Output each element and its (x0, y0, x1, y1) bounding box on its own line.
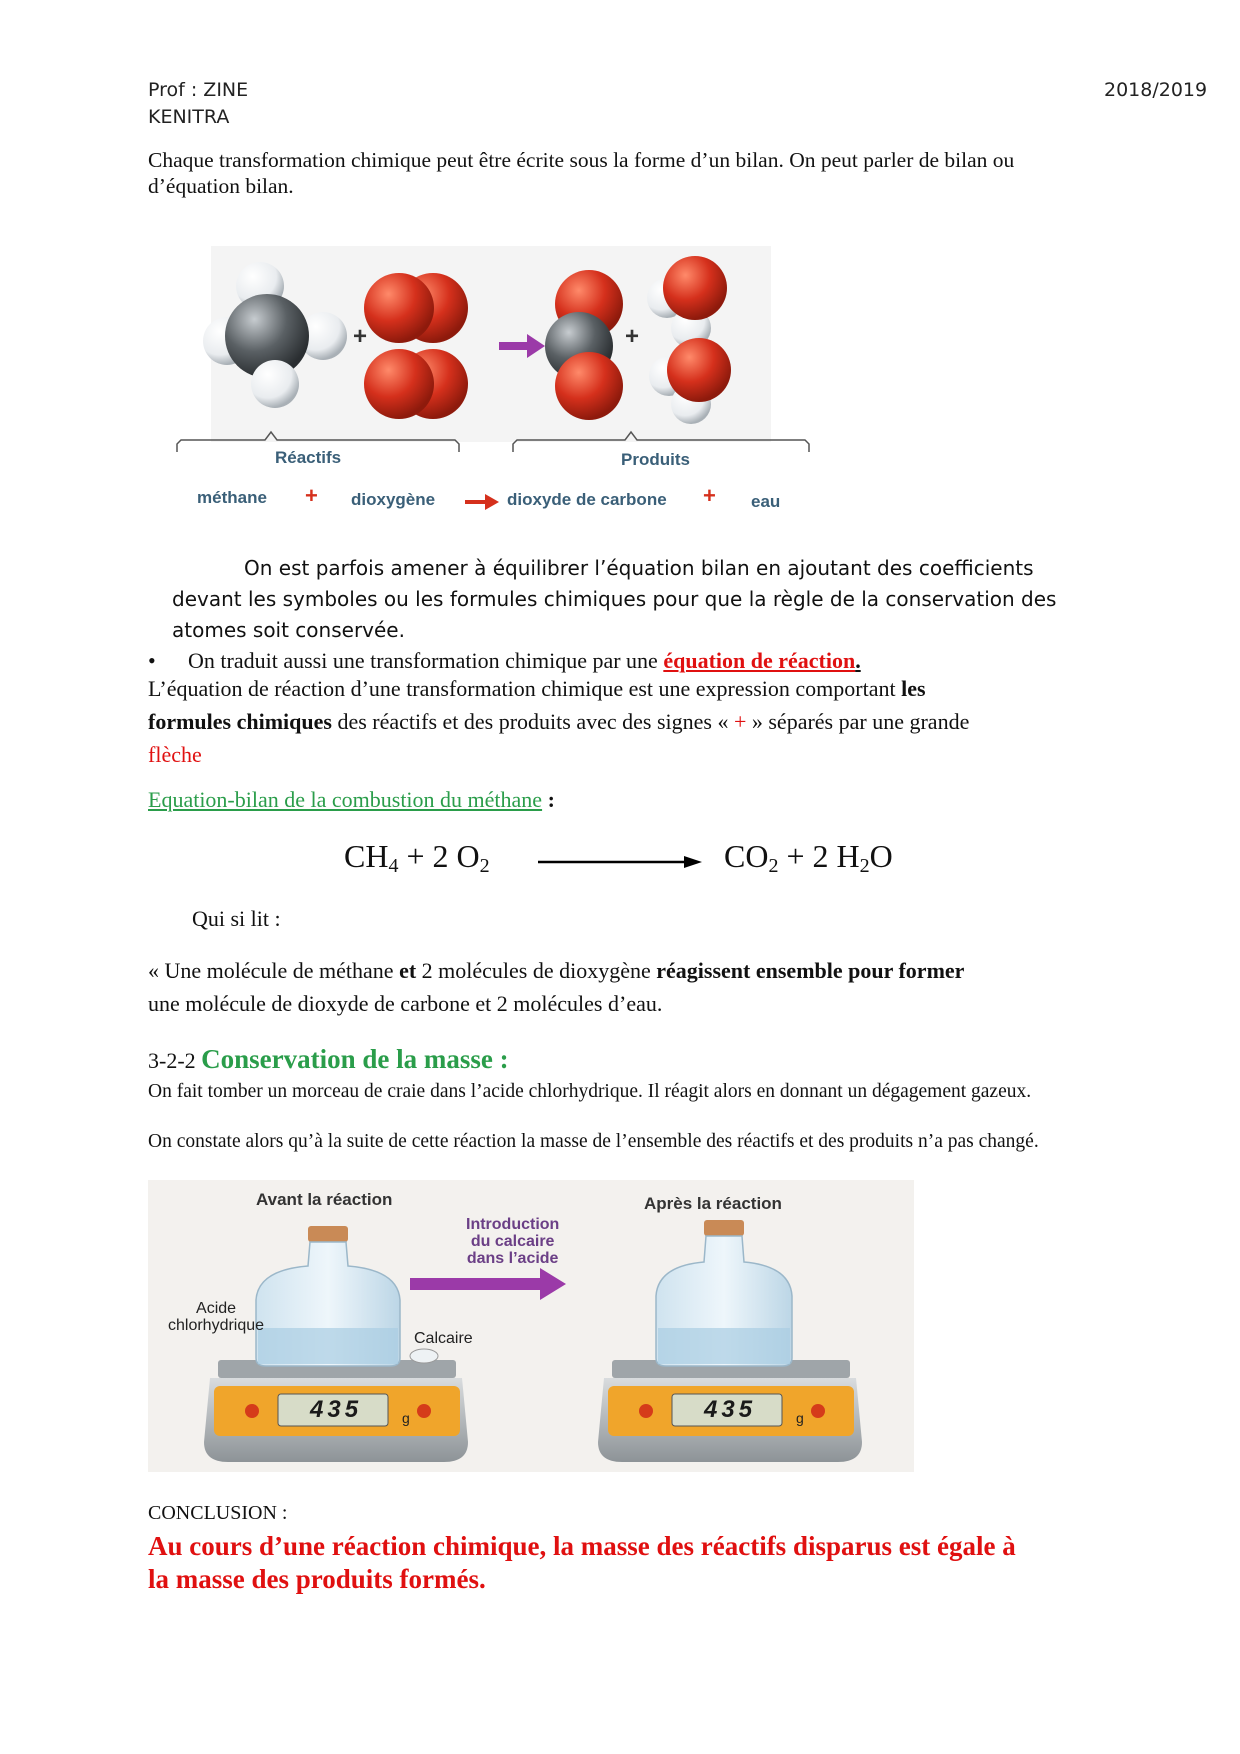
bullet-dot: • (148, 648, 156, 673)
equation-title (148, 787, 555, 813)
apres-label: Après la réaction (644, 1194, 782, 1213)
label-arrow-icon (465, 494, 499, 510)
reading-line-2: une molécule de dioxyde de carbone et 2 molécules d’eau. (148, 991, 663, 1016)
section-paragraph-2: On constate alors qu’à la suite de cette réaction la masse de l’ensemble des réactifs et des produits n’a pas changé. (148, 1131, 1039, 1152)
section-number: 3-2-2 (148, 1048, 202, 1073)
reading-text-a: « Une molécule de méthane (148, 958, 400, 983)
reactifs-label: Réactifs (275, 448, 342, 467)
bullet-text: On traduit aussi une transformation chimique par une (188, 648, 664, 673)
acide-line-1: Acide (196, 1300, 237, 1317)
eq-plus-2o: + 2 O (398, 838, 480, 874)
eq-sub-2a: 2 (479, 855, 490, 877)
right-scale-unit: g (796, 1410, 804, 1426)
reading-intro: Qui si lit : (192, 906, 281, 931)
header-year: 2018/2019 (1104, 79, 1208, 101)
acide-label (168, 1300, 264, 1334)
eq-sub-4: 4 (388, 855, 399, 877)
definition-plus-sign: + (733, 709, 747, 734)
process-arrow-icon (410, 1268, 566, 1300)
definition-line-1 (148, 672, 1108, 705)
eq-sub-2b: 2 (768, 855, 779, 877)
eq-co: CO (724, 838, 769, 874)
plus-sign-1: + (353, 323, 368, 350)
mass-conservation-figure (148, 1180, 914, 1472)
intro-line-2: du calcaire (470, 1233, 555, 1250)
section-title: Conservation de la masse : (201, 1044, 509, 1074)
bullet-period: . (855, 648, 861, 673)
header-city: KENITRA (148, 106, 230, 128)
conclusion-line-1: Au cours d’une réaction chimique, la masse des réactifs disparus est égale à (148, 1531, 1016, 1561)
eq-ch: CH (344, 838, 389, 874)
plus-label-2: + (703, 483, 716, 508)
bullet-line (148, 648, 861, 674)
left-scale-reading: 435 (310, 1396, 363, 1423)
section-heading (148, 1044, 509, 1075)
header-author: Prof : ZINE (148, 79, 249, 101)
acide-line-2: chlorhydrique (168, 1317, 265, 1334)
equation-de-reaction-term: équation de réaction (663, 648, 856, 673)
calcaire-piece (410, 1349, 438, 1363)
molecules-illustration (175, 246, 815, 526)
equation-arrow-icon (538, 852, 702, 872)
reading-paragraph (148, 954, 1118, 1020)
conclusion-text (148, 1530, 1128, 1596)
reading-line-1 (148, 954, 1118, 987)
left-jar (256, 1226, 400, 1366)
equation-lhs (344, 838, 490, 878)
definition-text-1: L’équation de réaction d’une transformation chimique est une expression comportant (148, 676, 902, 701)
note-line-3: atomes soit conservée. (172, 618, 405, 642)
right-scale-reading: 435 (704, 1396, 757, 1423)
definition-bold-les: les (901, 676, 926, 701)
left-scale-unit: g (402, 1410, 410, 1426)
calcaire-label: Calcaire (414, 1330, 473, 1347)
equation-rhs (724, 838, 893, 878)
plus-label-1: + (305, 483, 318, 508)
definition-text-2: des réactifs et des produits avec des signes « (331, 709, 734, 734)
definition-line-2 (148, 705, 1108, 738)
intro-line-1: Introduction (466, 1216, 560, 1233)
dioxygene-label: dioxygène (351, 490, 436, 509)
conclusion-line-2: la masse des produits formés. (148, 1564, 486, 1594)
definition-fleche: flèche (148, 742, 202, 767)
methane-combustion-figure (175, 246, 815, 526)
definition-bold-formules: formules chimiques (148, 709, 332, 734)
dioxygen-molecule-2 (364, 349, 468, 419)
equation-title-colon: : (542, 787, 555, 812)
introduction-label (466, 1216, 559, 1267)
note-line-2: devant les symboles ou les formules chimiques pour que la règle de la conservation des (172, 587, 1057, 611)
methane-label: méthane (197, 488, 267, 507)
eq-sub-2c: 2 (859, 855, 870, 877)
eq-o: O (869, 838, 893, 874)
section-paragraph-1: On fait tomber un morceau de craie dans l’acide chlorhydrique. Il réagit alors en donnant un dégagement gazeux. (148, 1081, 1032, 1102)
dioxyde-label: dioxyde de carbone (507, 490, 667, 509)
plus-sign-2: + (625, 323, 640, 350)
intro-paragraph: Chaque transformation chimique peut être écrite sous la forme d’un bilan. On peut parler de bilan ou d’équation bilan. (148, 148, 1015, 198)
equation-title-text: Equation-bilan de la combustion du méthane (148, 787, 543, 812)
note-line-1: On est parfois amener à équilibrer l’équation bilan en ajoutant des coefficients (244, 556, 1034, 580)
dioxygen-molecule-1 (364, 273, 468, 343)
avant-label: Avant la réaction (256, 1190, 393, 1209)
reading-bold-et: et (399, 958, 417, 983)
eau-label: eau (751, 492, 781, 511)
eq-plus-2h: + 2 H (778, 838, 860, 874)
definition-text-3: » séparés par une grande (746, 709, 970, 734)
definition-paragraph (148, 672, 1108, 771)
conclusion-label: CONCLUSION : (148, 1502, 288, 1524)
reading-text-c: 2 molécules de dioxygène (416, 958, 657, 983)
produits-label: Produits (621, 450, 690, 469)
reading-bold-reagissent: réagissent ensemble pour former (656, 958, 965, 983)
right-jar (656, 1220, 792, 1366)
intro-line-3: dans l’acide (466, 1250, 559, 1267)
